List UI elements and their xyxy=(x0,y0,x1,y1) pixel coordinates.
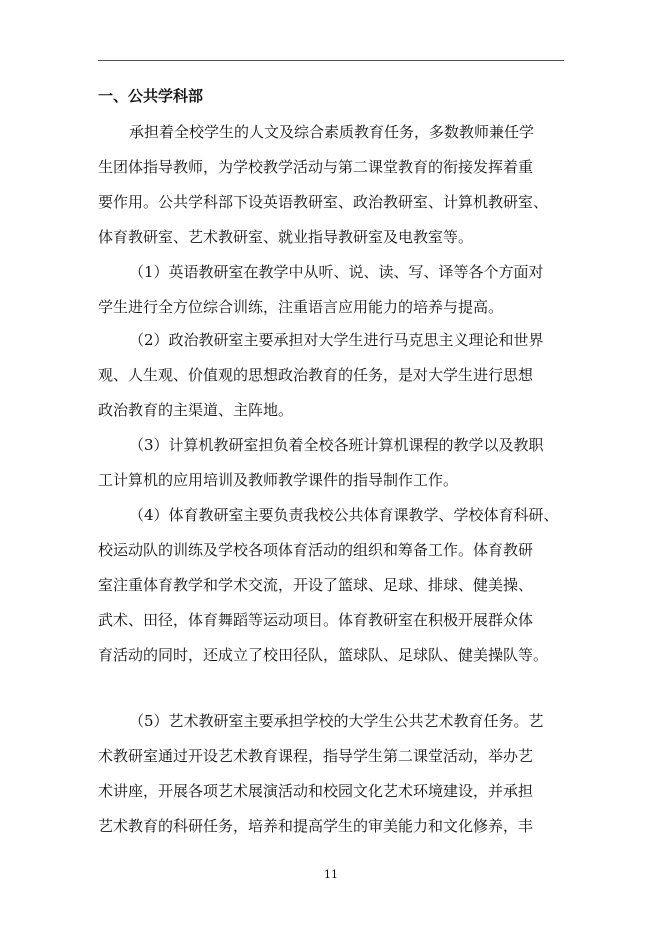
paragraph-line: 育活动的同时，还成立了校田径队，篮球队、足球队、健美操队等。 xyxy=(98,646,549,664)
header-rule xyxy=(98,60,564,61)
paragraph-line: （3）计算机教研室担负着全校各班计算机课程的教学以及教职 xyxy=(129,436,544,454)
paragraph-line: （2）政治教研室主要承担对大学生进行马克思主义理论和世界 xyxy=(129,331,544,349)
paragraph-line: 工计算机的应用培训及教师教学课件的指导制作工作。 xyxy=(98,471,459,489)
paragraph-line: 观、人生观、价值观的思想政治教育的任务，是对大学生进行思想 xyxy=(98,366,534,384)
paragraph-intro xyxy=(98,115,564,255)
paragraph-line: 体育教研室、艺术教研室、就业指导教研室及电教室等。 xyxy=(98,228,474,246)
paragraph-line: （4）体育教研室主要负责我校公共体育课教学、学校体育科研、 xyxy=(129,506,559,524)
paragraph-arts xyxy=(98,704,564,844)
paragraph-line: 生团体指导教师，为学校教学活动与第二课堂教育的衔接发挥着重 xyxy=(98,158,534,176)
paragraph-sports xyxy=(98,498,564,673)
paragraph-english xyxy=(98,255,564,325)
paragraph-line: 武术、田径，体育舞蹈等运动项目。体育教研室在积极开展群众体 xyxy=(98,611,534,629)
paragraph-line: 术教研室通过开设艺术教育课程，指导学生第二课堂活动，举办艺 xyxy=(98,747,534,765)
paragraph-line: 校运动队的训练及学校各项体育活动的组织和筹备工作。体育教研 xyxy=(98,541,534,559)
paragraph-line: 政治教育的主渠道、主阵地。 xyxy=(98,401,294,419)
page-number: 11 xyxy=(324,868,338,881)
paragraph-line: 术讲座，开展各项艺术展演活动和校园文化艺术环境建设，并承担 xyxy=(98,782,534,800)
paragraph-line: （1）英语教研室在教学中从听、说、读、写、译等各个方面对 xyxy=(129,263,544,281)
paragraph-line: 室注重体育教学和学术交流，开设了篮球、足球、排球、健美操、 xyxy=(98,576,534,594)
paragraph-line: 学生进行全方位综合训练，注重语言应用能力的培养与提高。 xyxy=(98,298,504,316)
paragraph-line: 要作用。公共学科部下设英语教研室、政治教研室、计算机教研室、 xyxy=(98,193,549,211)
paragraph-computer xyxy=(98,428,564,498)
paragraph-politics xyxy=(98,323,564,428)
paragraph-line: 承担着全校学生的人文及综合素质教育任务，多数教师兼任学 xyxy=(129,123,535,141)
section-heading: 一、公共学科部 xyxy=(98,87,204,105)
paragraph-line: （5）艺术教研室主要承担学校的大学生公共艺术教育任务。艺 xyxy=(129,712,544,730)
paragraph-line: 艺术教育的科研任务，培养和提高学生的审美能力和文化修养，丰 xyxy=(98,817,534,835)
